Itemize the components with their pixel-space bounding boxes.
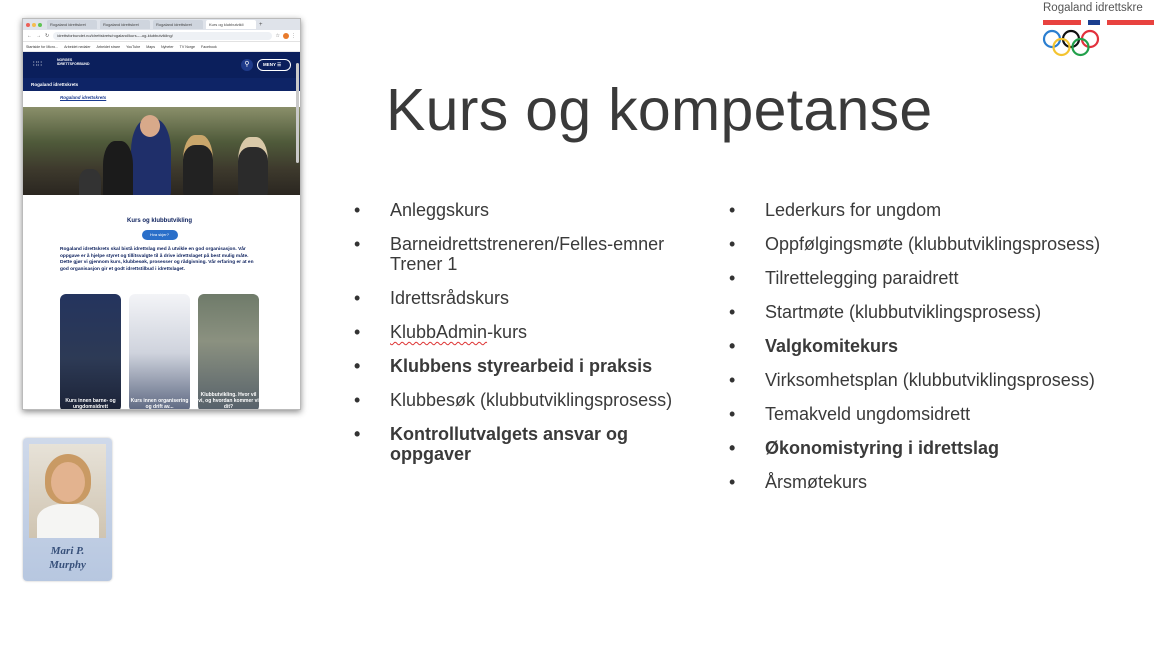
window-close-icon[interactable] — [26, 23, 30, 27]
hero-person — [79, 169, 101, 195]
list-item: • Årsmøtekurs — [729, 472, 1149, 492]
embedded-browser-screenshot — [22, 18, 301, 410]
site-subheader: Rogaland idrettskrets — [23, 78, 300, 91]
slide-title: Kurs og kompetanse — [386, 77, 933, 143]
back-icon[interactable]: ← — [27, 32, 32, 39]
logo-flag-blue — [1088, 20, 1100, 25]
bookmark-item[interactable]: Maps — [146, 44, 156, 49]
list-item: • Tilrettelegging paraidrett — [729, 268, 1149, 288]
browser-tab[interactable]: Rogaland idrettskret — [100, 20, 150, 29]
bookmark-item[interactable]: Arbeidet nedaler — [64, 44, 91, 49]
list-item: • Klubbens styrearbeid i praksis — [354, 356, 704, 376]
rogaland-idrettskrets-logo — [1040, 2, 1154, 62]
list-item: • Klubbesøk (klubbutviklingsprosess) — [354, 390, 704, 410]
course-tile-organisation[interactable] — [129, 294, 190, 410]
browser-menu-icon[interactable]: ⋮ — [291, 32, 296, 39]
logo-flag-red-right — [1107, 20, 1154, 25]
presenter-photo — [29, 444, 106, 538]
presenter-name-line2: Murphy — [49, 559, 86, 571]
logo-flag-red-left — [1043, 20, 1081, 25]
list-item: • KlubbAdmin-kurs — [354, 322, 704, 342]
browser-tab-active[interactable]: Kurs og klubbutvikli — [206, 20, 256, 29]
bookmark-star-icon[interactable]: ☆ — [275, 32, 280, 39]
logo-text: Rogaland idrettskre — [1043, 2, 1143, 14]
list-item: • Temakveld ungdomsidrett — [729, 404, 1149, 424]
bookmark-item[interactable]: Arbeidet strare — [96, 44, 121, 49]
window-minimize-icon[interactable] — [32, 23, 36, 27]
hero-image — [23, 107, 300, 195]
reload-icon[interactable]: ↻ — [45, 32, 50, 39]
course-tile-youth[interactable] — [60, 294, 121, 410]
forward-icon[interactable]: → — [36, 32, 41, 39]
apps-grid-icon[interactable]: ∷∷ — [33, 61, 42, 68]
tile-label: Klubbutvikling. Hvor vil vi, og hvordan kommer vi dit? — [198, 392, 259, 410]
left-course-list — [354, 200, 704, 478]
list-item: • Økonomistyring i idrettslag — [729, 438, 1149, 458]
list-item: • Anleggskurs — [354, 200, 704, 220]
bookmark-item[interactable]: TV Norge — [179, 44, 196, 49]
presenter-name — [23, 544, 112, 572]
browser-tab-bar — [23, 19, 300, 30]
course-tile-club-development[interactable] — [198, 294, 259, 410]
list-item: • Lederkurs for ungdom — [729, 200, 1149, 220]
profile-avatar[interactable] — [283, 33, 289, 39]
list-item: • Valgkomitekurs — [729, 336, 1149, 356]
intro-paragraph: Rogaland idrettskrets skal bistå idrettslag med å utvikle en god organisasjon. Vår oppgave er å hjelpe styret og tillitsvalgte til å drive idrettslaget på best mulig måte. Dette gjør vi gjennom kurs, klubbesøk, prosesser og rådgivning. Vår erfaring er at en god organisasjon gir et godt idrettstilbud i idrettslaget. — [60, 247, 254, 272]
site-menu-button[interactable]: MENY ☰ — [257, 59, 291, 71]
browser-tab[interactable]: Rogaland idrettskret — [153, 20, 203, 29]
address-bar — [23, 30, 300, 42]
presenter-name-line1: Mari P. — [50, 545, 85, 557]
list-item: • Barneidrettstreneren/Felles-emner Trener 1 — [354, 234, 704, 274]
presenter-body — [37, 504, 99, 538]
list-item: • Idrettsrådskurs — [354, 288, 704, 308]
hero-person — [238, 137, 268, 195]
olympic-rings-icon — [1042, 29, 1104, 59]
list-item: • Oppfølgingsmøte (klubbutviklingsprosess) — [729, 234, 1149, 254]
card-title: Kurs og klubbutvikling — [126, 218, 192, 224]
whats-happening-button[interactable]: Hva skjer? — [142, 230, 178, 240]
bookmark-item[interactable]: Startside for Micro... — [26, 44, 59, 49]
bookmarks-bar — [23, 42, 300, 52]
list-item: • Virksomhetsplan (klubbutviklingsprosess) — [729, 370, 1149, 390]
bookmark-item[interactable]: YouTube — [126, 44, 141, 49]
bookmark-item[interactable]: Facebook — [201, 44, 217, 49]
hero-person — [103, 141, 133, 195]
url-input[interactable]: idrettsforbundet.no/idrettskrets/rogaland/kurs----og-klubbutvikling/ — [53, 32, 271, 40]
browser-scrollbar[interactable] — [296, 63, 299, 163]
site-logo[interactable]: NORGES IDRETTSFORBUND — [57, 58, 90, 66]
browser-tab[interactable]: Rogaland idrettskret — [47, 20, 97, 29]
right-course-list — [729, 200, 1149, 506]
presenter-face — [51, 462, 85, 502]
tile-label: Kurs innen organisering og drift av... — [130, 398, 189, 410]
new-tab-icon[interactable]: + — [259, 21, 263, 28]
site-header — [23, 52, 300, 78]
tile-label: Kurs innen barne- og ungdomsidrett — [65, 398, 116, 410]
site-search-icon[interactable]: ⚲ — [241, 59, 253, 71]
hero-person-face — [140, 115, 160, 137]
window-maximize-icon[interactable] — [38, 23, 42, 27]
list-item: • Startmøte (klubbutviklingsprosess) — [729, 302, 1149, 322]
hero-person — [183, 135, 213, 195]
list-item: • Kontrollutvalgets ansvar og oppgaver — [354, 424, 704, 464]
menu-label: MENY — [263, 62, 276, 67]
spellcheck-underlined-text: KlubbAdmin — [390, 322, 488, 342]
breadcrumb[interactable]: Rogaland idrettskrets — [60, 95, 107, 100]
presenter-webcam-tile — [23, 438, 112, 581]
bookmark-item[interactable]: Nyheter — [161, 44, 174, 49]
